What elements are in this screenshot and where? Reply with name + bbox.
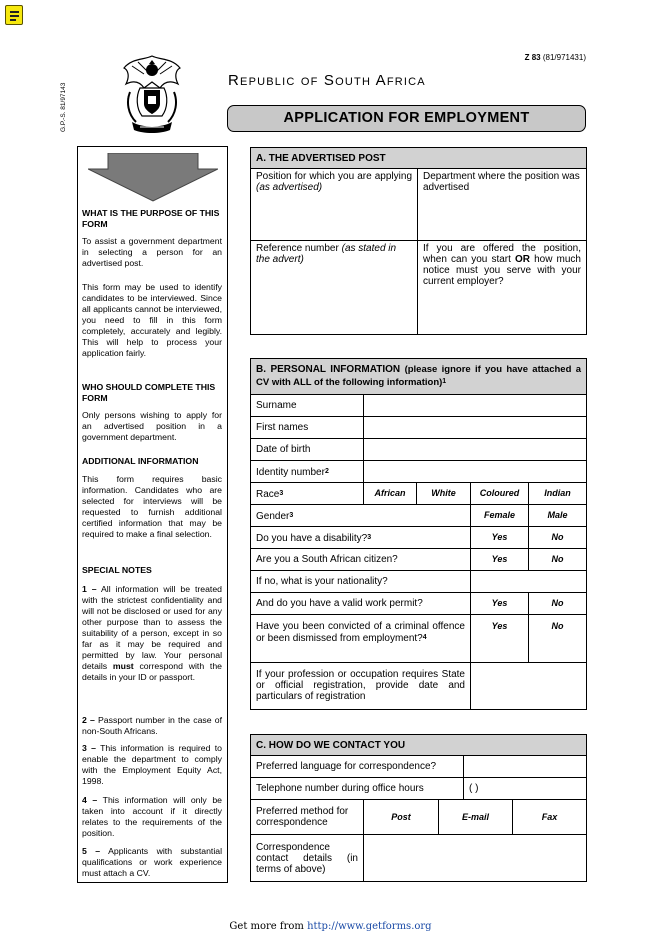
additional-text: This form requires basic information. Candidates who are selected for interviews will be requested to furnish additional certified information that may be required to make a final selection. xyxy=(82,474,222,539)
race-option-indian[interactable]: Indian xyxy=(529,483,587,505)
who-heading: WHO SHOULD COMPLETE THIS FORM xyxy=(82,382,216,403)
disability-label: Do you have a disability?$^3$ xyxy=(251,527,471,549)
note-4: 4 – This information will only be taken into account if it directly relates to the requirements of the position. xyxy=(82,795,223,838)
gender-option-male[interactable]: Male xyxy=(529,505,587,527)
method-option-post[interactable]: Post xyxy=(364,800,439,835)
footer-link[interactable]: http://www.getforms.org xyxy=(307,921,432,932)
coat-of-arms-icon xyxy=(118,52,186,136)
race-option-african[interactable]: African xyxy=(364,483,417,505)
arrow-down-icon xyxy=(88,153,218,203)
citizen-label: Are you a South African citizen? xyxy=(251,549,471,571)
purpose-text-1: To assist a government department in selecting a person for an advertised post. xyxy=(82,236,222,268)
gender-option-female[interactable]: Female xyxy=(471,505,529,527)
citizen-yes[interactable]: Yes xyxy=(471,549,529,571)
language-label: Preferred language for correspondence? xyxy=(251,756,464,778)
notice-field[interactable]: If you are offered the position, when can you start OR how much notice must you serve with your current employer? xyxy=(418,241,587,335)
form-title: APPLICATION FOR EMPLOYMENT xyxy=(227,105,586,132)
notes-heading: SPECIAL NOTES xyxy=(82,565,152,575)
race-label: Race$^3$ xyxy=(251,483,364,505)
permit-no[interactable]: No xyxy=(529,593,587,615)
convicted-yes[interactable]: Yes xyxy=(471,615,529,663)
method-label: Preferred method for correspondence xyxy=(251,800,364,835)
section-b-heading: B. PERSONAL INFORMATION (please ignore if you have attached a CV with ALL of the following information)$^1$ xyxy=(251,359,587,395)
surname-input[interactable] xyxy=(364,395,587,417)
section-a-table xyxy=(250,147,587,335)
note-2: 2 – Passport number in the case of non-South Africans. xyxy=(82,715,223,736)
position-field[interactable]: Position for which you are applying (as advertised) xyxy=(251,169,418,241)
document-icon[interactable] xyxy=(5,5,23,25)
method-option-fax[interactable]: Fax xyxy=(513,800,587,835)
surname-label: Surname xyxy=(251,395,364,417)
nationality-input[interactable] xyxy=(471,571,587,593)
details-input[interactable] xyxy=(364,835,587,882)
section-a-heading: A. THE ADVERTISED POST xyxy=(251,148,587,169)
nationality-label: If no, what is your nationality? xyxy=(251,571,471,593)
republic-heading: Republic of South Africa xyxy=(228,72,426,89)
first-names-label: First names xyxy=(251,417,364,439)
note-5: 5 – Applicants with substantial qualifications or work experience must attach a CV. xyxy=(82,846,223,878)
footer: Get more from http://www.getforms.org xyxy=(229,921,432,932)
id-number-label: Identity number$^2$ xyxy=(251,461,364,483)
convicted-no[interactable]: No xyxy=(529,615,587,663)
section-c-heading: C. HOW DO WE CONTACT YOU xyxy=(251,735,587,756)
department-field[interactable]: Department where the position was advertised xyxy=(418,169,587,241)
registration-input[interactable] xyxy=(471,663,587,710)
permit-yes[interactable]: Yes xyxy=(471,593,529,615)
note-3: 3 – This information is required to enable the department to comply with the Employment Equity Act, 1998. xyxy=(82,743,222,786)
registration-label: If your profession or occupation requires State or official registration, provide date and particulars of registration xyxy=(251,663,471,710)
permit-label: And do you have a valid work permit? xyxy=(251,593,471,615)
form-code: Z 83 (81/971431) xyxy=(524,53,586,62)
additional-heading: ADDITIONAL INFORMATION xyxy=(82,456,199,466)
telephone-input[interactable]: ( ) xyxy=(464,778,587,800)
citizen-no[interactable]: No xyxy=(529,549,587,571)
first-names-input[interactable] xyxy=(364,417,587,439)
disability-no[interactable]: No xyxy=(529,527,587,549)
convicted-label: Have you been convicted of a criminal offence or been dismissed from employment?$^4$ xyxy=(251,615,471,663)
details-label: Correspondence contact details (in terms of above) xyxy=(251,835,364,882)
gps-code: G.P.-S. 81/97143 xyxy=(60,82,67,132)
who-text: Only persons wishing to apply for an advertised position in a government department. xyxy=(82,410,222,442)
gender-label: Gender$^3$ xyxy=(251,505,471,527)
section-b-table xyxy=(250,358,587,710)
purpose-text-2: This form may be used to identify candidates to be interviewed. Since all applicants cannot be interviewed, you need to fill in this form completely, accurately and legibly. This will help to process your application fairly. xyxy=(82,282,222,358)
id-number-input[interactable] xyxy=(364,461,587,483)
purpose-heading: WHAT IS THE PURPOSE OF THIS FORM xyxy=(82,208,220,229)
method-option-email[interactable]: E-mail xyxy=(439,800,513,835)
disability-yes[interactable]: Yes xyxy=(471,527,529,549)
reference-field[interactable]: Reference number (as stated in the advert) xyxy=(251,241,418,335)
language-input[interactable] xyxy=(464,756,587,778)
race-option-coloured[interactable]: Coloured xyxy=(471,483,529,505)
note-1: 1 – All information will be treated with the strictest confidentiality and will not be disclosed or used for any other purpose than to assess the suitability of a person, except in so far as it may be required and permitted by law. Your personal details must correspond with the details in your ID or passport. xyxy=(82,584,223,682)
section-c-table xyxy=(250,734,587,882)
race-option-white[interactable]: White xyxy=(417,483,471,505)
dob-input[interactable] xyxy=(364,439,587,461)
telephone-label: Telephone number during office hours xyxy=(251,778,464,800)
dob-label: Date of birth xyxy=(251,439,364,461)
